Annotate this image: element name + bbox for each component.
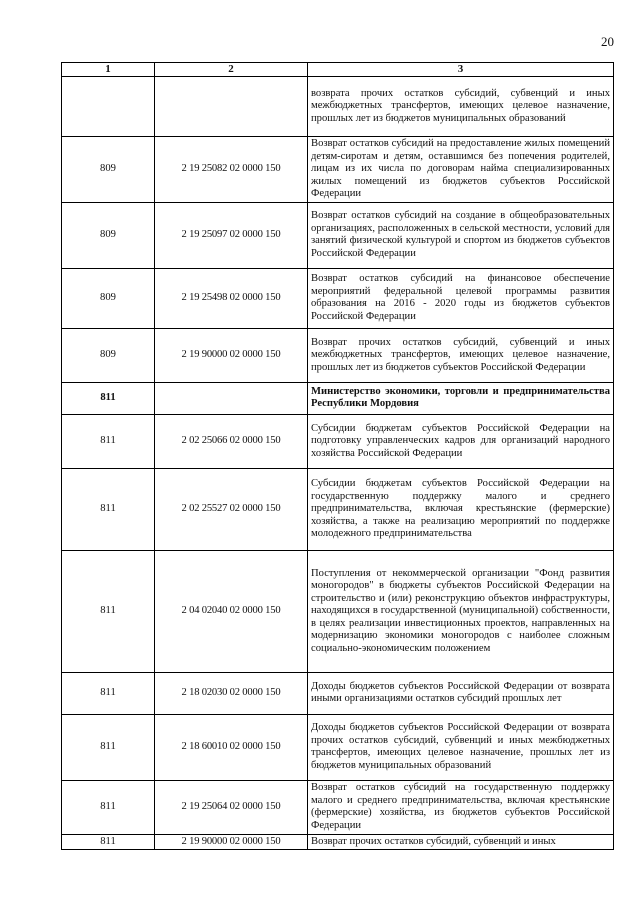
table-row (62, 834, 614, 850)
table-row (62, 414, 614, 468)
budget-code-cell: 2 19 25082 02 0000 150 (155, 136, 308, 202)
table-row (62, 136, 614, 202)
table-row (62, 672, 614, 714)
admin-code-cell: 811 (62, 834, 155, 850)
description-cell: Возврат прочих остатков субсидий, субвенций и иных межбюджетных трансфертов, имеющих целевое назначение, прошлых лет из бюджетов субъектов Российской Федерации (308, 328, 614, 382)
budget-code-cell: 2 19 90000 02 0000 150 (155, 834, 308, 850)
description-cell: Доходы бюджетов субъектов Российской Федерации от возврата иными организациями остатков субсидий прошлых лет (308, 672, 614, 714)
table-header-row (62, 63, 614, 77)
table-row (62, 714, 614, 780)
admin-code-cell: 811 (62, 714, 155, 780)
budget-code-cell: 2 02 25527 02 0000 150 (155, 468, 308, 550)
budget-code-cell: 2 02 25066 02 0000 150 (155, 414, 308, 468)
description-cell: Доходы бюджетов субъектов Российской Федерации от возврата прочих остатков субсидий, субвенций и иных межбюджетных трансфертов, имеющих целевое назначение, прошлых лет из бюджетов муниципальных образований (308, 714, 614, 780)
description-cell: Поступления от некоммерческой организации "Фонд развития моногородов" в бюджеты субъектов Российской Федерации на строительство и (или) реконструкцию объектов инфраструктуры, находящихся в государственной (муниципальной) собственности, в целях реализации инвестиционных проектов, направленных на модернизацию экономики моногородов с наиболее сложным социально-экономическим положением (308, 550, 614, 672)
table-body (62, 76, 614, 850)
admin-code-cell (62, 76, 155, 136)
admin-code-cell: 811 (62, 382, 155, 414)
table-row (62, 76, 614, 136)
table-row (62, 268, 614, 328)
description-cell: Субсидии бюджетам субъектов Российской Федерации на государственную поддержку малого и среднего предпринимательства, включая крестьянские (фермерские) хозяйства, а также на реализацию мероприятий по поддержке молодежного предпринимательства (308, 468, 614, 550)
table-row (62, 780, 614, 834)
column-header-2: 2 (155, 63, 308, 77)
admin-code-cell: 811 (62, 672, 155, 714)
table-row (62, 202, 614, 268)
budget-code-cell (155, 382, 308, 414)
budget-code-cell: 2 18 60010 02 0000 150 (155, 714, 308, 780)
admin-code-cell: 811 (62, 550, 155, 672)
budget-code-cell: 2 19 25097 02 0000 150 (155, 202, 308, 268)
admin-code-cell: 811 (62, 780, 155, 834)
budget-classification-table (61, 62, 614, 850)
table-row (62, 382, 614, 414)
description-cell: Возврат остатков субсидий на государственную поддержку малого и среднего предпринимательства, включая крестьянские (фермерские) хозяйства, из бюджетов субъектов Российской Федерации (308, 780, 614, 834)
description-cell: Субсидии бюджетам субъектов Российской Федерации на подготовку управленческих кадров для организаций народного хозяйства Российской Федерации (308, 414, 614, 468)
admin-code-cell: 809 (62, 268, 155, 328)
budget-code-cell: 2 18 02030 02 0000 150 (155, 672, 308, 714)
budget-code-cell: 2 19 25498 02 0000 150 (155, 268, 308, 328)
table-row (62, 328, 614, 382)
budget-code-cell: 2 19 90000 02 0000 150 (155, 328, 308, 382)
description-cell: Министерство экономики, торговли и предпринимательства Республики Мордовия (308, 382, 614, 414)
page-number: 20 (601, 34, 614, 49)
admin-code-cell: 809 (62, 136, 155, 202)
description-cell: возврата прочих остатков субсидий, субвенций и иных межбюджетных трансфертов, имеющих целевое назначение, прошлых лет из бюджетов муниципальных образований (308, 76, 614, 136)
description-cell: Возврат остатков субсидий на финансовое обеспечение мероприятий федеральной целевой программы развития образования на 2016 - 2020 годы из бюджетов субъектов Российской Федерации (308, 268, 614, 328)
budget-code-cell: 2 19 25064 02 0000 150 (155, 780, 308, 834)
column-header-3: 3 (308, 63, 614, 77)
description-cell: Возврат остатков субсидий на предоставление жилых помещений детям-сиротам и детям, оставшимся без попечения родителей, лицам из их числа по договорам найма специализированных жилых помещений из бюджетов субъектов Российской Федерации (308, 136, 614, 202)
budget-code-cell (155, 76, 308, 136)
table-row (62, 468, 614, 550)
table-row (62, 550, 614, 672)
budget-code-cell: 2 04 02040 02 0000 150 (155, 550, 308, 672)
description-cell: Возврат прочих остатков субсидий, субвенций и иных (308, 834, 614, 850)
column-header-1: 1 (62, 63, 155, 77)
admin-code-cell: 811 (62, 414, 155, 468)
admin-code-cell: 809 (62, 328, 155, 382)
admin-code-cell: 811 (62, 468, 155, 550)
admin-code-cell: 809 (62, 202, 155, 268)
description-cell: Возврат остатков субсидий на создание в общеобразовательных организациях, расположенных в сельской местности, условий для занятий физической культурой и спортом из бюджетов субъектов Российской Федерации (308, 202, 614, 268)
